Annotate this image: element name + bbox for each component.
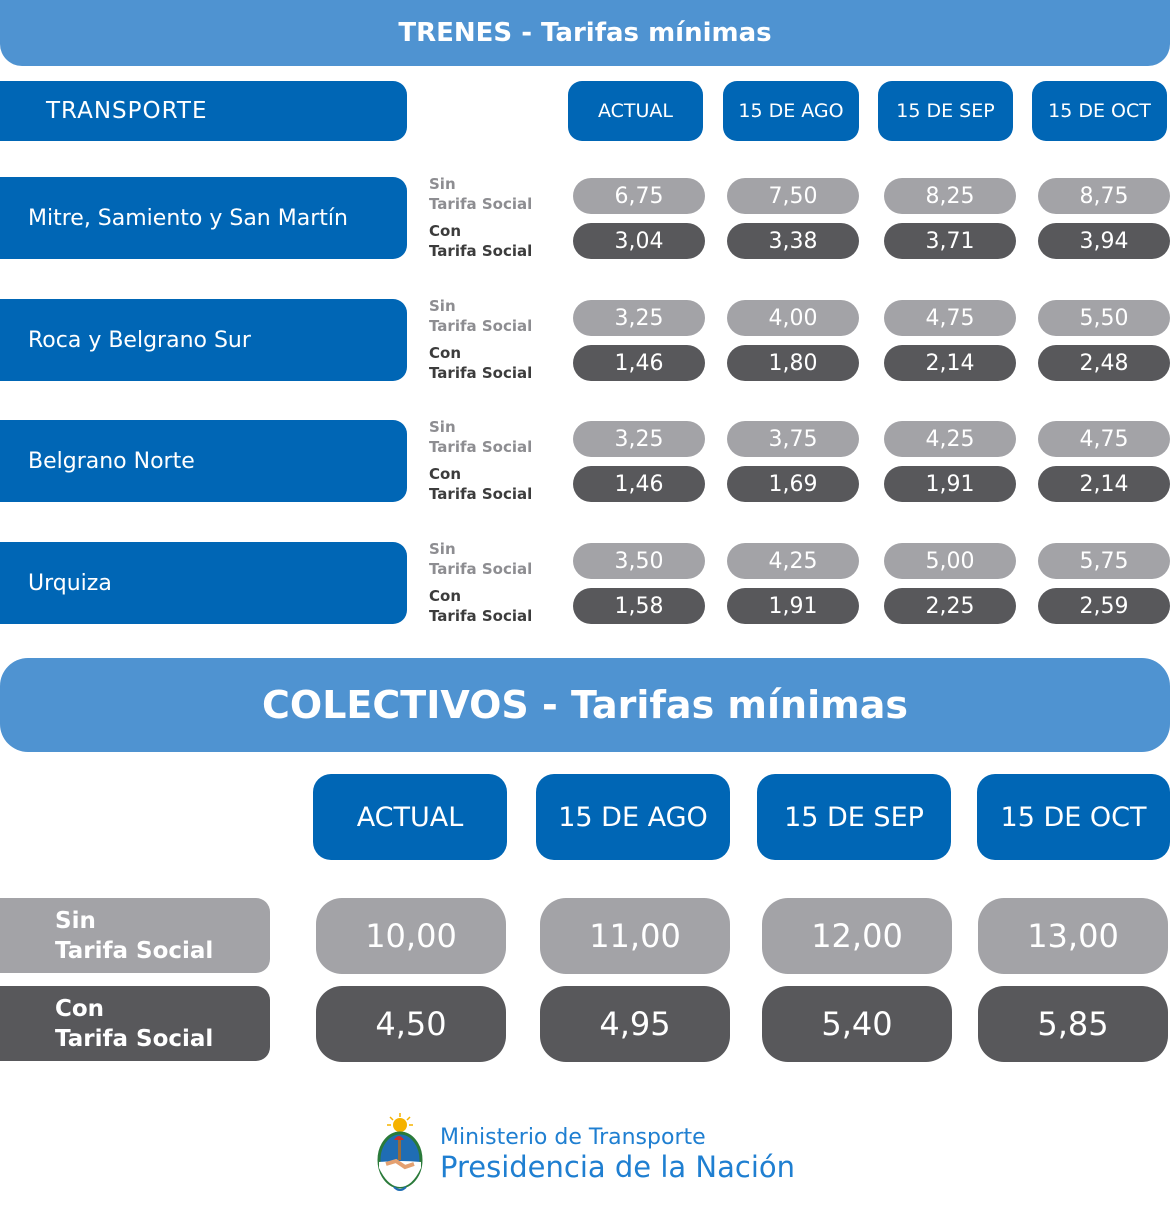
train-con-actual: 1,46 bbox=[573, 345, 705, 381]
sin-label-line1: Sin bbox=[429, 175, 456, 193]
train-con-ago: 1,91 bbox=[727, 588, 859, 624]
train-sin-actual: 6,75 bbox=[573, 178, 705, 214]
train-sin-ago: 7,50 bbox=[727, 178, 859, 214]
train-sin-actual: 3,25 bbox=[573, 421, 705, 457]
colectivos-con-label-2: Tarifa Social bbox=[55, 1025, 214, 1052]
colectivos-col-ago: 15 DE AGO bbox=[536, 774, 730, 860]
train-sin-ago: 3,75 bbox=[727, 421, 859, 457]
colectivos-col-oct: 15 DE OCT bbox=[977, 774, 1170, 860]
train-sin-sep: 4,25 bbox=[884, 421, 1016, 457]
sin-label-line1: Sin bbox=[429, 297, 456, 315]
con-label-line1: Con bbox=[429, 587, 461, 605]
train-con-oct: 2,48 bbox=[1038, 345, 1170, 381]
colectivos-sin-actual: 10,00 bbox=[316, 898, 506, 974]
train-con-sep: 1,91 bbox=[884, 466, 1016, 502]
colectivos-sin-label-1: Sin bbox=[55, 907, 96, 934]
sin-label-line1: Sin bbox=[429, 418, 456, 436]
train-sin-sep: 8,25 bbox=[884, 178, 1016, 214]
train-line-name: Roca y Belgrano Sur bbox=[0, 299, 407, 381]
con-label-line2: Tarifa Social bbox=[429, 607, 533, 625]
sin-label-line2: Tarifa Social bbox=[429, 195, 533, 213]
train-line-name: Belgrano Norte bbox=[0, 420, 407, 502]
train-sin-ago: 4,25 bbox=[727, 543, 859, 579]
train-con-oct: 2,59 bbox=[1038, 588, 1170, 624]
train-sin-actual: 3,50 bbox=[573, 543, 705, 579]
colectivos-con-actual: 4,50 bbox=[316, 986, 506, 1062]
train-sin-sep: 5,00 bbox=[884, 543, 1016, 579]
sin-label-line1: Sin bbox=[429, 540, 456, 558]
train-con-sep: 2,25 bbox=[884, 588, 1016, 624]
colectivos-col-actual: ACTUAL bbox=[313, 774, 507, 860]
transport-header: TRANSPORTE bbox=[0, 81, 407, 141]
colectivos-con-sep: 5,40 bbox=[762, 986, 952, 1062]
con-label-line1: Con bbox=[429, 222, 461, 240]
trenes-col-ago: 15 DE AGO bbox=[723, 81, 859, 141]
train-sin-ago: 4,00 bbox=[727, 300, 859, 336]
train-con-oct: 2,14 bbox=[1038, 466, 1170, 502]
train-sin-sep: 4,75 bbox=[884, 300, 1016, 336]
train-con-ago: 1,69 bbox=[727, 466, 859, 502]
train-con-ago: 3,38 bbox=[727, 223, 859, 259]
colectivos-sin-ago: 11,00 bbox=[540, 898, 730, 974]
trenes-col-sep: 15 DE SEP bbox=[878, 81, 1013, 141]
trenes-col-oct: 15 DE OCT bbox=[1032, 81, 1167, 141]
train-sin-oct: 5,75 bbox=[1038, 543, 1170, 579]
train-con-ago: 1,80 bbox=[727, 345, 859, 381]
train-con-actual: 1,46 bbox=[573, 466, 705, 502]
trenes-title: TRENES - Tarifas mínimas bbox=[0, 0, 1170, 66]
colectivos-title: COLECTIVOS - Tarifas mínimas bbox=[0, 658, 1170, 752]
footer-ministerio: Ministerio de Transporte bbox=[440, 1125, 706, 1150]
colectivos-con-oct: 5,85 bbox=[978, 986, 1168, 1062]
train-line-name: Urquiza bbox=[0, 542, 407, 624]
train-con-oct: 3,94 bbox=[1038, 223, 1170, 259]
train-sin-oct: 4,75 bbox=[1038, 421, 1170, 457]
colectivos-con-ago: 4,95 bbox=[540, 986, 730, 1062]
train-con-sep: 3,71 bbox=[884, 223, 1016, 259]
trenes-col-actual: ACTUAL bbox=[568, 81, 703, 141]
train-sin-oct: 5,50 bbox=[1038, 300, 1170, 336]
con-label-line1: Con bbox=[429, 465, 461, 483]
colectivos-con-label-1: Con bbox=[55, 995, 105, 1022]
train-con-actual: 1,58 bbox=[573, 588, 705, 624]
colectivos-sin-sep: 12,00 bbox=[762, 898, 952, 974]
con-label-line2: Tarifa Social bbox=[429, 364, 533, 382]
escudo-argentina-icon bbox=[372, 1112, 428, 1194]
colectivos-sin-oct: 13,00 bbox=[978, 898, 1168, 974]
train-con-actual: 3,04 bbox=[573, 223, 705, 259]
sin-label-line2: Tarifa Social bbox=[429, 438, 533, 456]
train-line-name: Mitre, Samiento y San Martín bbox=[0, 177, 407, 259]
footer-presidencia: Presidencia de la Nación bbox=[440, 1150, 795, 1184]
sin-label-line2: Tarifa Social bbox=[429, 560, 533, 578]
con-label-line2: Tarifa Social bbox=[429, 485, 533, 503]
colectivos-sin-label bbox=[0, 898, 270, 973]
colectivos-col-sep: 15 DE SEP bbox=[757, 774, 951, 860]
con-label-line2: Tarifa Social bbox=[429, 242, 533, 260]
colectivos-con-label bbox=[0, 986, 270, 1061]
colectivos-sin-label-2: Tarifa Social bbox=[55, 937, 214, 964]
con-label-line1: Con bbox=[429, 344, 461, 362]
train-con-sep: 2,14 bbox=[884, 345, 1016, 381]
sin-label-line2: Tarifa Social bbox=[429, 317, 533, 335]
train-sin-oct: 8,75 bbox=[1038, 178, 1170, 214]
train-sin-actual: 3,25 bbox=[573, 300, 705, 336]
